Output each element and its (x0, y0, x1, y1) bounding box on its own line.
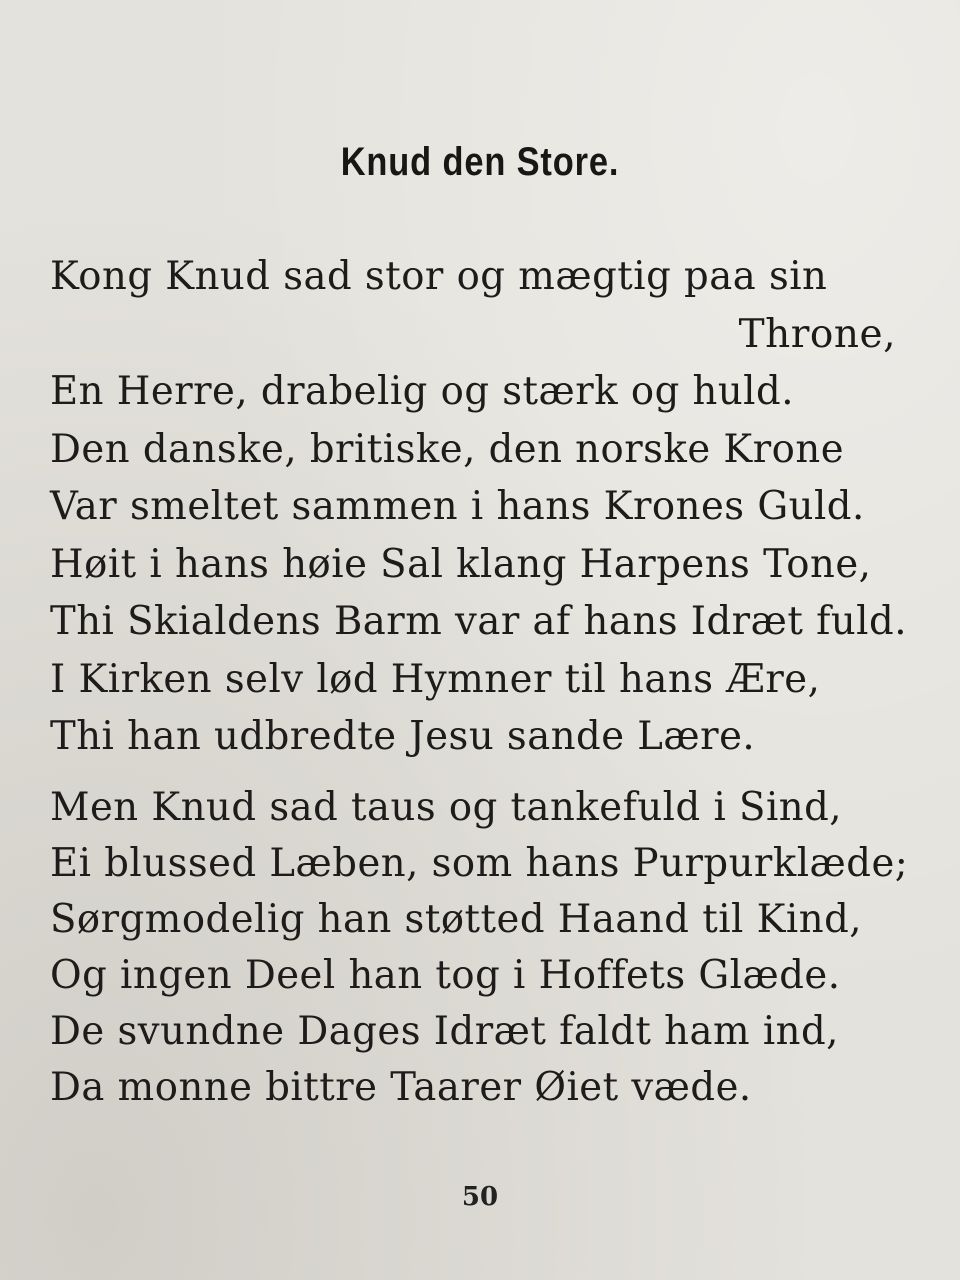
verse-line: En Herre, drabelig og stærk og huld. (50, 369, 794, 414)
verse-line: Da monne bittre Taarer Øiet væde. (50, 1065, 752, 1110)
verse-line: Den danske, britiske, den norske Krone (50, 426, 845, 472)
verse-line: Ei blussed Læben, som hans Purpurklæde; (50, 841, 909, 886)
stanza-2 (50, 780, 940, 1116)
verse-line: Og ingen Deel han tog i Hoffets Glæde. (50, 953, 841, 998)
page-number: 50 (461, 1182, 499, 1212)
verse-line: Kong Knud sad stor og mægtig paa sin (50, 254, 828, 299)
verse-line: Sørgmodelig han støtted Haand til Kind, (50, 897, 863, 942)
verse-line: De svundne Dages Idræt faldt ham ind, (50, 1009, 839, 1054)
poem-title: Knud den Store. (340, 140, 620, 184)
verse-line: Høit i hans høie Sal klang Harpens Tone, (50, 541, 872, 587)
verse-line: Thi Skialdens Barm var af hans Idræt fuld. (50, 599, 907, 644)
verse-line: Thi han udbredte Jesu sande Lære. (50, 714, 756, 759)
verse-line: Men Knud sad taus og tankefuld i Sind, (50, 785, 843, 830)
verse-line: I Kirken selv lød Hymner til hans Ære, (50, 656, 821, 702)
verse-line: Var smeltet sammen i hans Krones Guld. (50, 484, 865, 529)
stanza-1 (50, 248, 940, 766)
verse-line-continuation: Throne, (738, 311, 896, 357)
